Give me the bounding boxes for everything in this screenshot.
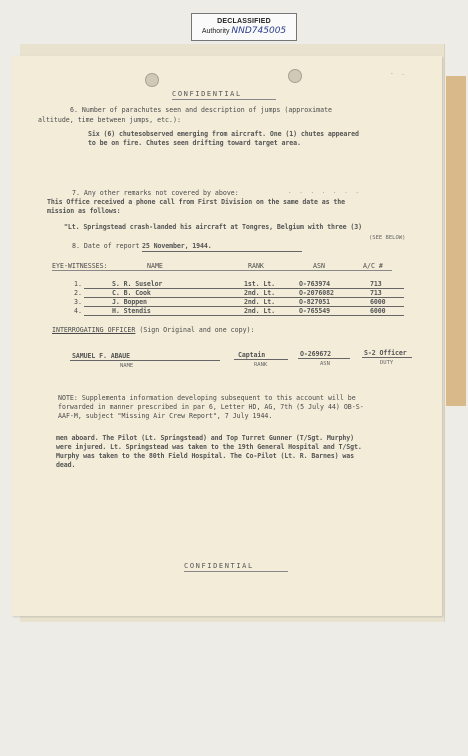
footer-classification: CONFIDENTIAL xyxy=(184,562,254,570)
item7-dots: . . . . . . . xyxy=(288,188,361,195)
officer-name-line xyxy=(70,360,220,361)
officer-asn-value: O-269672 xyxy=(300,350,331,358)
row-rule xyxy=(84,315,404,316)
item8-label: 8. Date of report xyxy=(72,242,140,250)
row-number: 3. xyxy=(74,298,82,306)
item7-question: 7. Any other remarks not covered by above: xyxy=(72,189,239,197)
row-number: 4. xyxy=(74,307,82,315)
note-line2: forwarded in manner prescribed in par 6, Letter HD, AG, 7th (5 July 44) OB-S- xyxy=(58,403,364,411)
punch-hole-left xyxy=(145,73,159,87)
witnesses-rank-header: RANK xyxy=(248,262,264,270)
witness-ac: 6000 xyxy=(370,307,386,315)
punch-hole-right xyxy=(288,69,302,83)
witnesses-asn-header: ASN xyxy=(313,262,325,270)
officer-duty-value: S-2 Officer xyxy=(364,349,407,357)
witness-asn: O-763974 xyxy=(299,280,330,288)
witnesses-title: EYE-WITNESSES: xyxy=(52,262,108,270)
item7-see-below: (SEE BELOW) xyxy=(369,235,406,241)
continuation-line1: men aboard. The Pilot (Lt. Springstead) and Top Turret Gunner (T/Sgt. Murphy) xyxy=(56,434,354,442)
item8-underline xyxy=(142,251,302,252)
note-line3: AAF-M, subject "Missing Air Crew Report", 7 July 1944. xyxy=(58,412,273,420)
witness-name: S. R. Suselor xyxy=(112,280,163,288)
officer-asn-caption: ASN xyxy=(320,361,330,367)
row-number: 1. xyxy=(74,280,82,288)
witness-ac: 713 xyxy=(370,289,382,297)
witnesses-name-header: NAME xyxy=(147,262,163,270)
witness-name: H. Stendis xyxy=(112,307,151,315)
margin-marks: - . xyxy=(390,70,407,77)
item6-answer-line1: Six (6) chutesobserved emerging from aircraft. One (1) chutes appeared xyxy=(88,130,359,138)
officer-duty-caption: DUTY xyxy=(380,360,394,366)
document-page xyxy=(12,56,442,616)
continuation-line2: were injured. Lt. Springstead was taken to the 19th General Hospital and T/Sgt. xyxy=(56,443,362,451)
witness-rank: 2nd. Lt. xyxy=(244,307,275,315)
witness-asn: O-2076082 xyxy=(299,289,334,297)
officer-name-value: SAMUEL F. ABAUE xyxy=(72,352,131,360)
witnesses-ac-header: A/C # xyxy=(363,262,383,270)
witness-name: C. B. Cook xyxy=(112,289,151,297)
row-number: 2. xyxy=(74,289,82,297)
officer-asn-line xyxy=(298,358,350,359)
stamp-title: DECLASSIFIED xyxy=(217,18,271,25)
interrogating-label xyxy=(52,326,254,334)
item6-question-line2: altitude, time between jumps, etc.): xyxy=(38,116,181,124)
witness-rank: 2nd. Lt. xyxy=(244,289,275,297)
witness-rank: 1st. Lt. xyxy=(244,280,275,288)
item8-date: 25 November, 1944. xyxy=(142,242,212,250)
officer-rank-value: Captain xyxy=(238,351,266,359)
item6-answer-line2: to be on fire. Chutes seen drifting toward target area. xyxy=(88,139,301,147)
witness-ac: 713 xyxy=(370,280,382,288)
declassified-stamp xyxy=(191,13,297,41)
officer-duty-line xyxy=(362,357,412,358)
witness-rank: 2nd. Lt. xyxy=(244,298,275,306)
stamp-authority xyxy=(192,26,296,36)
item7-answer-line2: mission as follows: xyxy=(47,207,121,215)
witness-ac: 6000 xyxy=(370,298,386,306)
continuation-line4: dead. xyxy=(56,461,76,469)
item7-quote-line1: "Lt. Springstead crash-landed his aircraft at Tongres, Belgium with three (3) xyxy=(64,223,362,231)
interrogating-instruction: (Sign Original and one copy): xyxy=(139,326,255,334)
witness-name: J. Boppen xyxy=(112,298,147,306)
note-line1: NOTE: Supplementa information developing subsequent to this account will be xyxy=(58,394,356,402)
header-underline xyxy=(172,99,276,100)
officer-rank-line xyxy=(234,359,288,360)
witness-asn: O-765549 xyxy=(299,307,330,315)
interrogating-title: INTERROGATING OFFICER xyxy=(52,326,136,334)
stamp-authority-number: NND745005 xyxy=(231,26,287,36)
header-classification: CONFIDENTIAL xyxy=(172,90,242,98)
continuation-line3: Murphy was taken to the 80th Field Hospital. The Co-Pilot (Lt. R. Barnes) was xyxy=(56,452,354,460)
officer-rank-caption: RANK xyxy=(254,362,268,368)
witness-asn: O-827051 xyxy=(299,298,330,306)
tan-folder-edge xyxy=(446,76,466,406)
witnesses-header-rule xyxy=(52,270,392,271)
stamp-authority-label: Authority xyxy=(201,28,230,35)
item7-answer-line1: This Office received a phone call from First Division on the same date as the xyxy=(47,198,345,206)
footer-underline xyxy=(184,571,288,572)
officer-name-caption: NAME xyxy=(120,363,134,369)
item6-question-line1: 6. Number of parachutes seen and description of jumps (approximate xyxy=(70,106,333,114)
